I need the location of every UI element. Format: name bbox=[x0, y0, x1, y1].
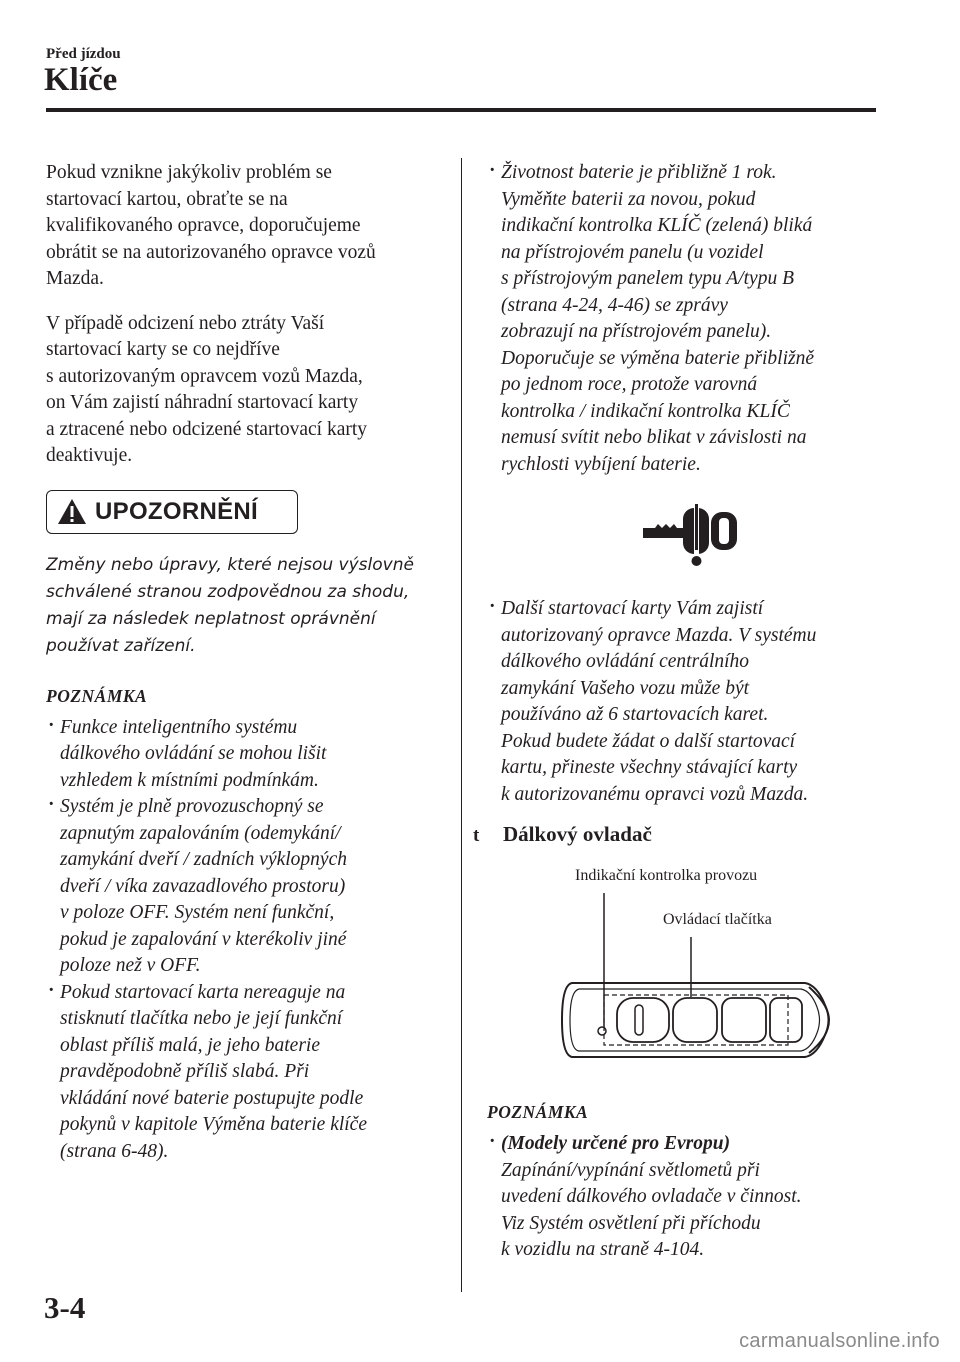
buttons-label: Ovládací tlačítka bbox=[663, 911, 772, 928]
list-item: · Životnost baterie je přibližně 1 rok. Vyměňte baterii za novou, pokud indikační kontrolka KLÍČ (zelená) bliká na přístrojovém panelu (u vozidel s přístrojovým panelem typu A/typu B (strana 4-24, 4-46) se zprávy zobrazují na přístrojovém panelu). Doporučuje se výměna baterie přibližně po jednom roce, protože varovná kontrolka / indikační kontrolka KLÍČ nemusí svítit nebo blikat v závislosti na rychlosti vybíjení baterie. bbox=[487, 160, 887, 478]
europe-notes bbox=[487, 1131, 887, 1264]
watermark: carmanualsonline.info bbox=[739, 1330, 940, 1352]
list-item: · Systém je plně provozuschopný se zapnutým zapalováním (odemykání/ zamykání dveří / zadních výklopných dveří / víka zavazadlového prostoru) v poloze OFF. Systém není funkční, pokud je zapalování v kterékoliv jiné poloze než v OFF. bbox=[46, 794, 436, 980]
key-warning-icon bbox=[641, 498, 741, 570]
column-divider bbox=[461, 158, 462, 1292]
left-column bbox=[46, 160, 436, 1165]
warning-box bbox=[46, 490, 298, 534]
subsection-marker: t bbox=[473, 825, 480, 846]
list-item: · Funkce inteligentního systému dálkového ovládání se mohou lišit vzhledem k místními podmínkám. bbox=[46, 715, 436, 795]
note-list bbox=[46, 715, 436, 1166]
note-europe-text: Zapínání/vypínání světlometů při uvedení dálkového ovladače v činnost. Viz Systém osvětlení při příchodu k vozidlu na straně 4-104. bbox=[501, 1159, 802, 1260]
indicator-label: Indikační kontrolka provozu bbox=[575, 867, 758, 884]
section-label: Před jízdou bbox=[46, 46, 121, 62]
warning-title: UPOZORNĚNÍ bbox=[95, 497, 259, 525]
list-item: · Další startovací karty Vám zajistí autorizovaný opravce Mazda. V systému dálkového ovládání centrálního zamykání Vašeho vozu může být používáno až 6 startovacích karet. Pokud budete žádat o další startovací kartu, přineste všechny stávající karty k autorizovanému opravci vozů Mazda. bbox=[487, 596, 887, 808]
right-column bbox=[473, 160, 887, 1264]
note-title: POZNÁMKA bbox=[46, 685, 148, 706]
subsection-title bbox=[473, 822, 887, 847]
page-title: Klíče bbox=[44, 62, 118, 98]
paragraph-problem: Pokud vznikne jakýkoliv problém se startovací kartou, obraťte se na kvalifikovaného opravce, doporučujeme obrátit se na autorizovaného opravce vozů Mazda. bbox=[46, 162, 376, 289]
extra-cards-notes bbox=[487, 596, 887, 808]
warning-text: Změny nebo úpravy, které nejsou výslovně schválené stranou zodpovědnou za shodu, mají za následek neplatnost oprávnění používat zařízení. bbox=[46, 554, 414, 656]
page-number: 3-4 bbox=[44, 1290, 86, 1325]
remote-control-figure bbox=[487, 855, 887, 1080]
note-title-2: POZNÁMKA bbox=[487, 1102, 589, 1122]
list-item bbox=[487, 1131, 887, 1264]
list-item: · Pokud startovací karta nereaguje na stisknutí tlačítka nebo je její funkční oblast příliš malá, je jeho baterie pravděpodobně příliš slabá. Při vkládání nové baterie postupujte podle pokynů v kapitole Výměna baterie klíče (strana 6-48). bbox=[46, 980, 436, 1166]
note-europe-heading: (Modely určené pro Evropu) bbox=[501, 1133, 731, 1154]
header-rule bbox=[46, 108, 876, 112]
subsection-heading: Dálkový ovladač bbox=[503, 822, 652, 846]
remote-control-illustration bbox=[487, 855, 887, 1080]
key-indicator-figure bbox=[487, 498, 887, 570]
battery-notes bbox=[487, 160, 887, 478]
paragraph-theft: V případě odcizení nebo ztráty Vaší startovací karty se co nejdříve s autorizovaným opravcem vozů Mazda, on Vám zajistí náhradní startovací karty a ztracené nebo odcizené startovací karty deaktivuje. bbox=[46, 312, 368, 466]
warning-triangle-icon bbox=[57, 498, 87, 525]
